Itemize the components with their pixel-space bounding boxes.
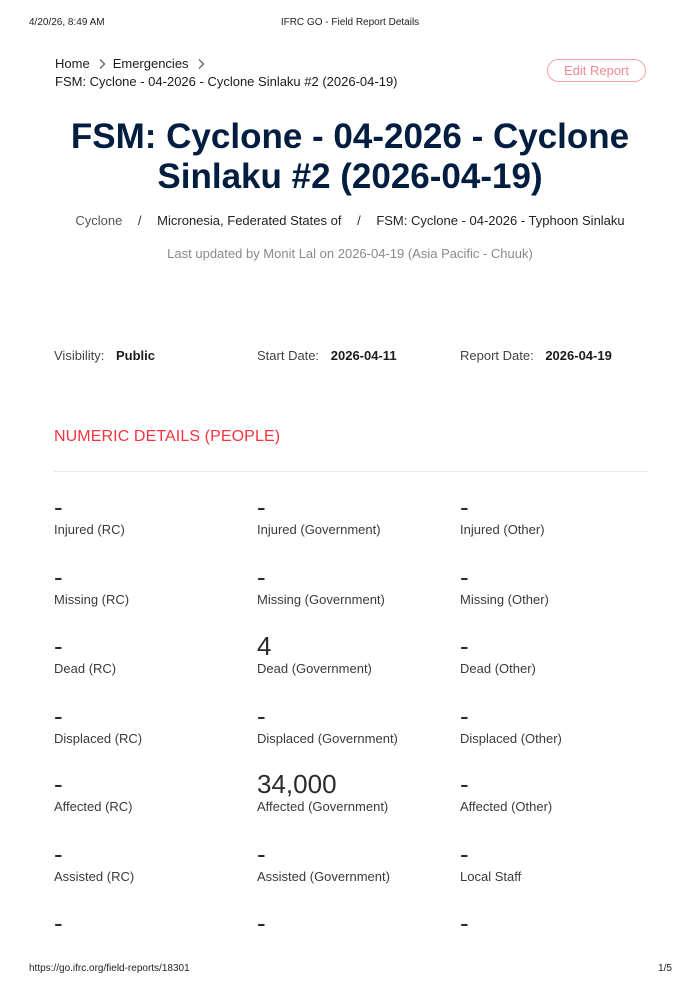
print-doc-title: IFRC GO - Field Report Details xyxy=(280,17,420,28)
print-datetime: 4/20/26, 8:49 AM xyxy=(29,17,105,28)
breadcrumb xyxy=(55,55,398,90)
meta-start-date xyxy=(257,348,397,363)
stat-value: 4 xyxy=(257,631,272,661)
stat-value: - xyxy=(54,562,63,592)
breadcrumb-home-link[interactable]: Home xyxy=(55,56,90,71)
stat-value: - xyxy=(460,908,469,938)
stat-injured-rc xyxy=(54,492,244,538)
meta-report-date-value: 2026-04-19 xyxy=(545,348,612,363)
stat-value: - xyxy=(257,492,266,522)
stat-value: - xyxy=(257,701,266,731)
stat-label: Displaced (RC) xyxy=(54,731,143,746)
stat-displaced-government xyxy=(257,701,447,747)
report-tags xyxy=(0,213,700,228)
stat-injured-other xyxy=(460,492,650,538)
tag-separator: / xyxy=(137,213,142,228)
stat-value: - xyxy=(460,492,469,522)
stat-value: - xyxy=(54,701,63,731)
stat-value: - xyxy=(460,769,469,799)
stat-local-staff xyxy=(460,839,650,885)
stat-label: Injured (RC) xyxy=(54,522,125,537)
print-footer xyxy=(0,963,700,977)
stat-label: Displaced (Government) xyxy=(257,731,398,746)
section-divider xyxy=(54,471,648,472)
stat-injured-government xyxy=(257,492,447,538)
stat-assisted-government xyxy=(257,839,447,885)
meta-report-date-label: Report Date: xyxy=(460,348,534,363)
chevron-right-icon xyxy=(98,58,106,70)
stat-affected-government xyxy=(257,769,447,815)
tag-country[interactable]: Micronesia, Federated States of xyxy=(157,213,342,228)
tag-emergency[interactable]: FSM: Cyclone - 04-2026 - Typhoon Sinlaku xyxy=(376,213,625,228)
stat-value: - xyxy=(54,631,63,661)
stat-displaced-other xyxy=(460,701,650,747)
stat-value: - xyxy=(257,908,266,938)
stat-label: Assisted (RC) xyxy=(54,869,135,884)
stat-label: Injured (Other) xyxy=(460,522,545,537)
stat-label: Dead (Other) xyxy=(460,661,536,676)
print-header xyxy=(0,17,700,31)
stat-label: Dead (Government) xyxy=(257,661,372,676)
stat-label: Affected (RC) xyxy=(54,799,133,814)
stat-affected-rc xyxy=(54,769,244,815)
stat-value: - xyxy=(54,839,63,869)
stat-label: Affected (Other) xyxy=(460,799,553,814)
stat-missing-other xyxy=(460,562,650,608)
stat-label: Displaced (Other) xyxy=(460,731,562,746)
stat-missing-government xyxy=(257,562,447,608)
stat-label: Missing (Government) xyxy=(257,592,385,607)
page-title: FSM: Cyclone - 04-2026 - Cyclone Sinlaku #2 (2026-04-19) xyxy=(70,117,630,196)
stat-dead-rc xyxy=(54,631,244,677)
stat-value: - xyxy=(460,631,469,661)
stat-value: - xyxy=(257,839,266,869)
stat-label: Injured (Government) xyxy=(257,522,381,537)
stat-value: - xyxy=(460,839,469,869)
stat-value: - xyxy=(257,562,266,592)
meta-visibility xyxy=(54,348,155,363)
stat-value: - xyxy=(54,908,63,938)
meta-visibility-value: Public xyxy=(115,348,155,363)
last-updated-text: Last updated by Monit Lal on 2026-04-19 (Asia Pacific - Chuuk) xyxy=(167,246,533,261)
stat-label: Missing (Other) xyxy=(460,592,549,607)
stat-value: - xyxy=(54,769,63,799)
stat-label: Local Staff xyxy=(460,869,522,884)
stat-missing-rc xyxy=(54,562,244,608)
chevron-right-icon xyxy=(197,58,205,70)
tag-separator: / xyxy=(357,213,361,228)
stat-affected-other xyxy=(460,769,650,815)
stat-label: Assisted (Government) xyxy=(257,869,390,884)
meta-start-date-label: Start Date: xyxy=(257,348,320,363)
stat-dead-government xyxy=(257,631,447,677)
stat-row7-col2 xyxy=(257,908,447,938)
stat-value: - xyxy=(54,492,63,522)
stat-dead-other xyxy=(460,631,650,677)
stat-label: Affected (Government) xyxy=(257,799,389,814)
stat-assisted-rc xyxy=(54,839,244,885)
print-page-number: 1/5 xyxy=(658,963,672,974)
stat-label: Missing (RC) xyxy=(54,592,130,607)
tag-disaster-type[interactable]: Cyclone xyxy=(75,213,123,228)
print-url: https://go.ifrc.org/field-reports/18301 xyxy=(29,963,190,974)
breadcrumb-emergencies-link[interactable]: Emergencies xyxy=(112,56,189,71)
stat-row7-col1 xyxy=(54,908,244,938)
stat-row7-col3 xyxy=(460,908,650,938)
breadcrumb-current: FSM: Cyclone - 04-2026 - Cyclone Sinlaku #2 (2026-04-19) xyxy=(55,74,398,89)
stat-displaced-rc xyxy=(54,701,244,747)
meta-report-date xyxy=(460,348,612,363)
edit-report-button[interactable]: Edit Report xyxy=(547,59,646,82)
stat-value: - xyxy=(460,701,469,731)
meta-start-date-value: 2026-04-11 xyxy=(330,348,397,363)
meta-visibility-label: Visibility: xyxy=(54,348,105,363)
stat-label: Dead (RC) xyxy=(54,661,117,676)
stat-value: 34,000 xyxy=(257,769,337,799)
stat-value: - xyxy=(460,562,469,592)
section-title-numeric-details: NUMERIC DETAILS (PEOPLE) xyxy=(54,428,281,445)
